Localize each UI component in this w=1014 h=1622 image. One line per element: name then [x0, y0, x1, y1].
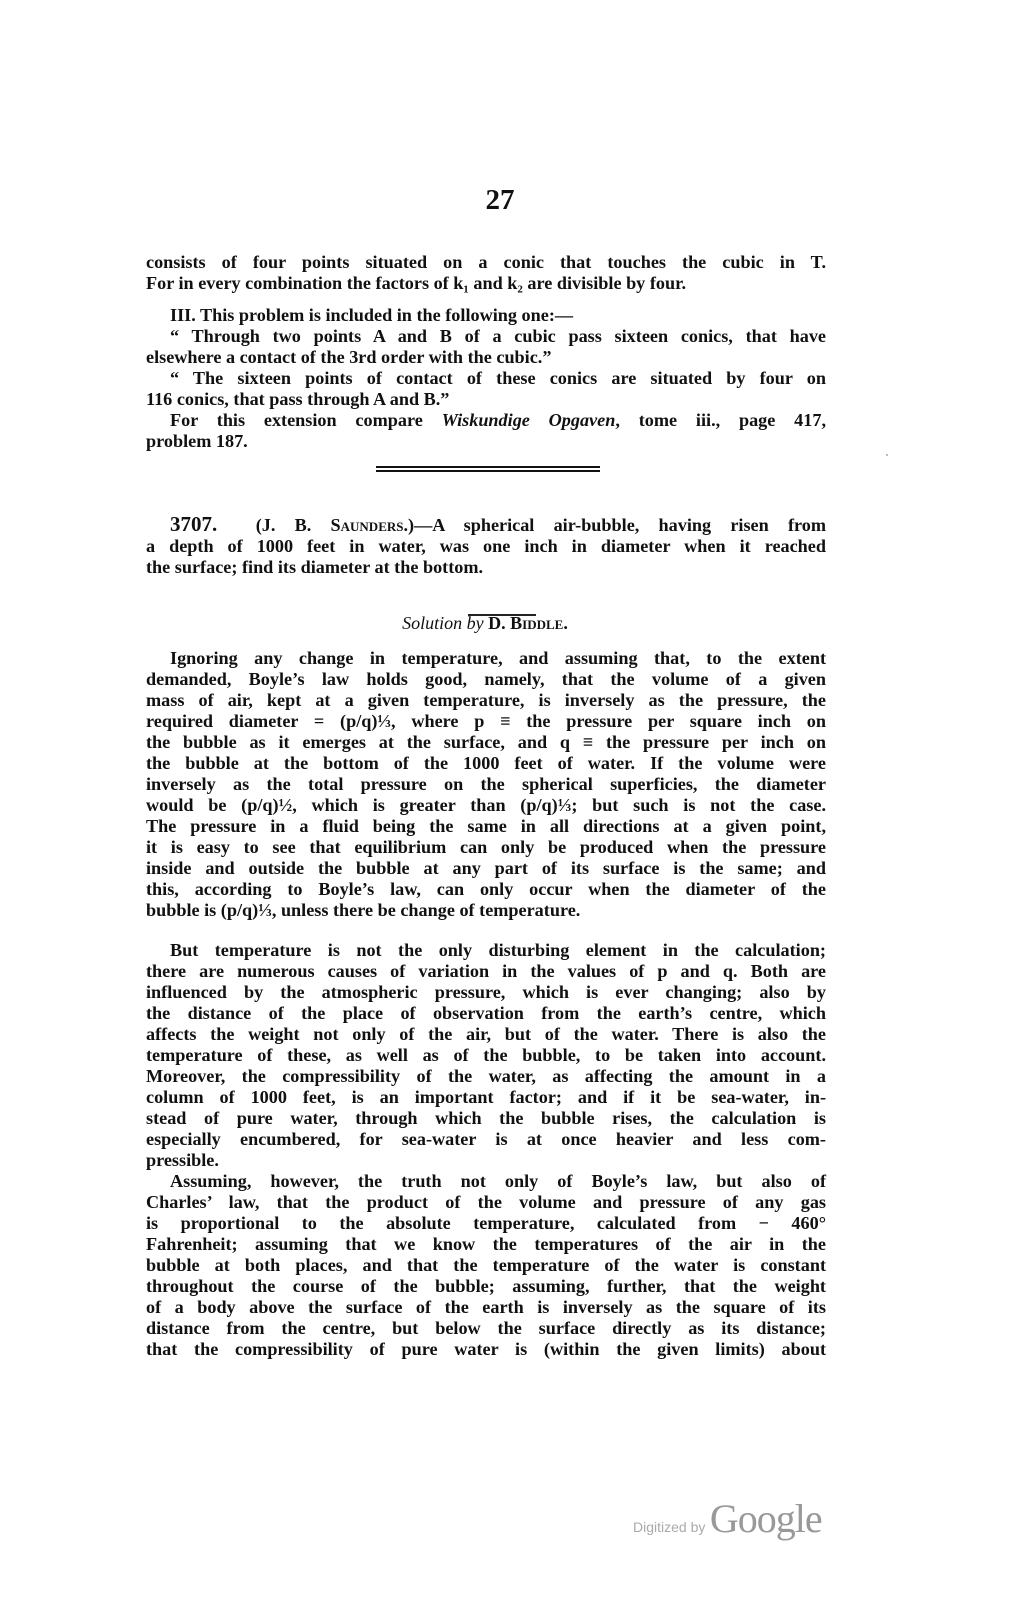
text-line: The pressure in a fluid being the same in all directions at a given point, — [146, 816, 826, 836]
text-line: bubble at both places, and that the temperature of the water is constant — [146, 1255, 826, 1275]
text-line: pressible. — [146, 1150, 219, 1170]
text-line: demanded, Boyle’s law holds good, namely, that the volume of a given — [146, 669, 826, 689]
text-line: this, according to Boyle’s law, can only occur when the diameter of the — [146, 879, 826, 899]
text-line: stead of pure water, through which the bubble rises, the calculation is — [146, 1108, 826, 1128]
text-line: especially encumbered, for sea-water is at once heavier and less com- — [146, 1129, 826, 1149]
text-line: is proportional to the absolute temperature, calculated from − 460° — [146, 1213, 826, 1233]
solution-author: D. Biddle. — [488, 613, 568, 633]
text-line: Assuming, however, the truth not only of Boyle’s law, but also of — [170, 1171, 826, 1191]
problem-line: 3707. (J. B. Saunders.)—A spherical air-bubble, having risen from — [170, 512, 826, 536]
problem-3707 — [146, 514, 826, 578]
text-line: consists of four points situated on a conic that touches the cubic in T. — [146, 252, 826, 272]
reference-line: problem 187. — [146, 431, 248, 451]
solution-heading: Solution by D. Biddle. — [402, 613, 568, 633]
problem-line: a depth of 1000 feet in water, was one inch in diameter when it reached — [146, 536, 826, 556]
text-line: Ignoring any change in temperature, and assuming that, to the extent — [170, 648, 826, 668]
text-line: influenced by the atmospheric pressure, which is ever changing; also by — [146, 982, 826, 1002]
text-line: temperature of these, as well as of the bubble, to be taken into account. — [146, 1045, 826, 1065]
text-line: the bubble at the bottom of the 1000 feet of water. If the volume were — [146, 753, 826, 773]
text-line: it is easy to see that equilibrium can only be produced when the pressure — [146, 837, 826, 857]
text-line: Moreover, the compressibility of the water, as affecting the amount in a — [146, 1066, 826, 1086]
text-line: throughout the course of the bubble; assuming, further, that the weight — [146, 1276, 826, 1296]
quote-line: elsewhere a contact of the 3rd order with the cubic.” — [146, 347, 552, 367]
text-line: But temperature is not the only disturbing element in the calculation; — [170, 940, 826, 960]
text-line: inside and outside the bubble at any part of its surface is the same; and — [146, 858, 826, 878]
text-line: affects the weight not only of the air, but of the water. There is also the — [146, 1024, 826, 1044]
reference-line: For this extension compare Wiskundige Opgaven, tome iii., page 417, — [170, 410, 826, 430]
solution-paragraph-2 — [146, 940, 826, 1171]
text-line: mass of air, kept at a given temperature, is inversely as the pressure, the — [146, 690, 826, 710]
text-line: that the compressibility of pure water is (within the given limits) about — [146, 1339, 826, 1359]
scan-speck — [886, 454, 888, 456]
text-line: column of 1000 feet, is an important factor; and if it be sea-water, in- — [146, 1087, 826, 1107]
text-line: required diameter = (p/q)⅓, where p ≡ the pressure per square inch on — [146, 711, 826, 731]
journal-title: Wiskundige Opgaven — [441, 410, 616, 430]
quote-line: “ Through two points A and B of a cubic pass sixteen conics, that have — [170, 326, 826, 346]
text-line: Fahrenheit; assuming that we know the temperatures of the air in the — [146, 1234, 826, 1254]
text-line: Charles’ law, that the product of the volume and pressure of any gas — [146, 1192, 826, 1212]
text-line: of a body above the surface of the earth is inversely as the square of its — [146, 1297, 826, 1317]
quote-line: “ The sixteen points of contact of these conics are situated by four on — [170, 368, 826, 388]
digitized-label: Digitized by — [633, 1519, 706, 1535]
text-line: would be (p/q)½, which is greater than (p/q)⅓; but such is not the case. — [146, 795, 826, 815]
solution-paragraph-3 — [146, 1171, 826, 1360]
part-iii — [146, 305, 826, 452]
text-line: inversely as the total pressure on the spherical superficies, the diameter — [146, 774, 826, 794]
digitized-by-google-watermark — [633, 1495, 822, 1542]
double-rule-divider — [376, 466, 600, 472]
text-line: there are numerous causes of variation in the values of p and q. Both are — [146, 961, 826, 981]
text-line: distance from the centre, but below the surface directly as its distance; — [146, 1318, 826, 1338]
text-line: bubble is (p/q)⅓, unless there be change of temperature. — [146, 900, 581, 920]
quote-line: 116 conics, that pass through A and B.” — [146, 389, 450, 409]
problem-line: the surface; find its diameter at the bottom. — [146, 557, 484, 577]
text-line: the distance of the place of observation from the earth’s centre, which — [146, 1003, 826, 1023]
page-number: 27 — [485, 184, 515, 216]
problem-number: 3707. — [170, 512, 218, 536]
part-iii-intro: III. This problem is included in the following one:— — [170, 305, 574, 325]
text-line: For in every combination the factors of k₁ and k₂ are divisible by four. — [146, 273, 687, 293]
text-line: the bubble as it emerges at the surface, and q ≡ the pressure per inch on — [146, 732, 826, 752]
problem-proposer: (J. B. Saunders.) — [255, 515, 415, 535]
solution-paragraph-1 — [146, 648, 826, 921]
google-logo: Google — [709, 1496, 822, 1541]
previous-solution-continuation — [146, 252, 826, 294]
